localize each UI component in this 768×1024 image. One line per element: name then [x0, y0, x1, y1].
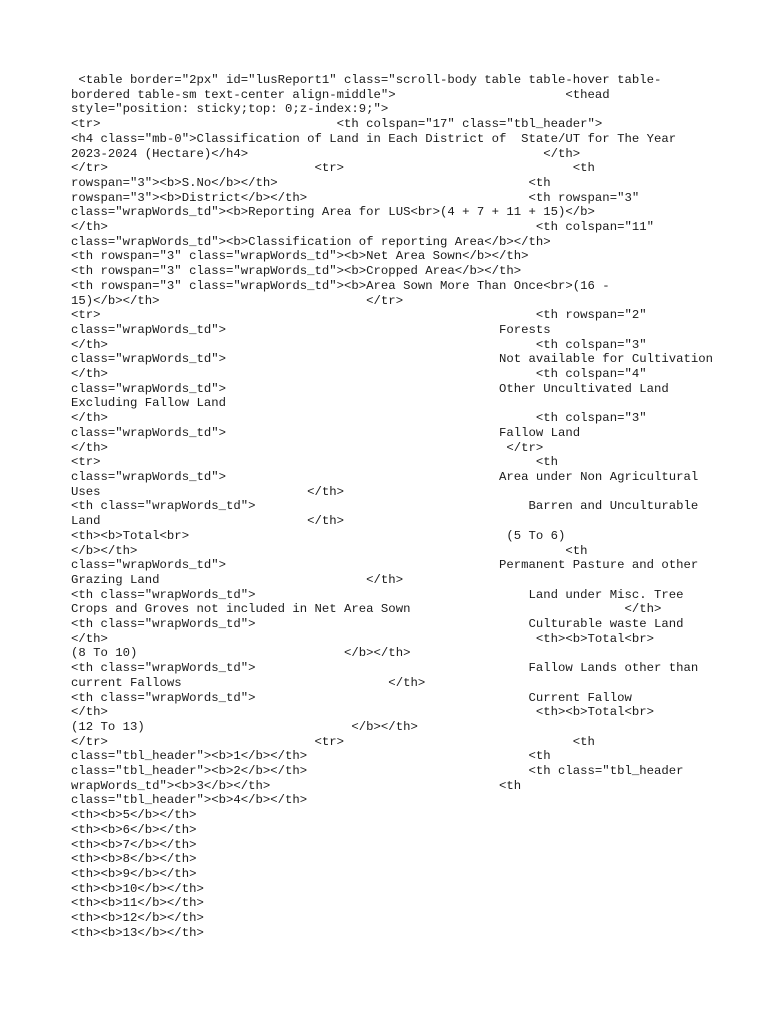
source-line: class="wrapWords_td"> Fallow Land — [71, 425, 581, 440]
source-line: style="position: sticky;top: 0;z-index:9;"> — [71, 102, 389, 117]
source-line: <th><b>7</b></th> — [71, 837, 197, 852]
source-line: 2023-2024 (Hectare)</h4> </th> — [71, 146, 581, 161]
source-line: <th><b>5</b></th> — [71, 808, 197, 823]
source-line: wrapWords_td"><b>3</b></th> <th — [71, 778, 522, 793]
source-line: class="wrapWords_td"> Not available for Cultivation — [71, 352, 714, 367]
source-line: <th rowspan="3" class="wrapWords_td"><b>Area Sown More Than Once<br>(16 - — [71, 278, 610, 293]
source-line: </th> <th colspan="4" — [71, 367, 647, 382]
source-line: <th><b>Total<br> (5 To 6) — [71, 528, 566, 543]
source-line: class="tbl_header"><b>1</b></th> <th — [71, 749, 551, 764]
source-line: <th><b>12</b></th> — [71, 911, 204, 926]
source-line: </th> </tr> — [71, 440, 544, 455]
source-line: </th> <th><b>Total<br> — [71, 705, 654, 720]
source-line: class="wrapWords_td"><b>Classification of reporting Area</b></th> — [71, 234, 551, 249]
source-line: <tr> <th — [71, 455, 559, 470]
html-source-text — [71, 73, 713, 940]
source-line: </th> <th colspan="3" — [71, 337, 647, 352]
source-line: <h4 class="mb-0">Classification of Land in Each District of State/UT for The Year — [71, 131, 677, 146]
source-line: rowspan="3"><b>District</b></th> <th rowspan="3" — [71, 190, 640, 205]
source-line: class="wrapWords_td"> Other Uncultivated Land — [71, 381, 669, 396]
source-line: 15)</b></th> </tr> — [71, 293, 404, 308]
source-line: current Fallows </th> — [71, 675, 426, 690]
source-line: class="wrapWords_td"><b>Reporting Area for LUS<br>(4 + 7 + 11 + 15)</b> — [71, 205, 595, 220]
source-line: <th class="wrapWords_td"> Culturable waste Land — [71, 617, 684, 632]
source-line: <th class="wrapWords_td"> Current Fallow — [71, 690, 632, 705]
source-line: <th><b>9</b></th> — [71, 866, 197, 881]
source-line: </th> <th colspan="11" — [71, 220, 654, 235]
source-line: <th rowspan="3" class="wrapWords_td"><b>Cropped Area</b></th> — [71, 264, 522, 279]
source-line: <th><b>10</b></th> — [71, 881, 204, 896]
source-line: <th><b>8</b></th> — [71, 852, 197, 867]
source-line: class="tbl_header"><b>4</b></th> — [71, 793, 308, 808]
source-line: <th class="wrapWords_td"> Barren and Unculturable — [71, 499, 699, 514]
source-line: </b></th> <th — [71, 543, 588, 558]
source-line: Uses </th> — [71, 484, 345, 499]
source-line: Grazing Land </th> — [71, 572, 404, 587]
source-line: <th class="wrapWords_td"> Land under Misc. Tree — [71, 587, 684, 602]
source-line: </th> <th><b>Total<br> — [71, 631, 654, 646]
source-line: Land </th> — [71, 514, 345, 529]
source-line: <table border="2px" id="lusReport1" class="scroll-body table table-hover table- — [71, 73, 662, 87]
source-line: </th> <th colspan="3" — [71, 411, 647, 426]
source-line: bordered table-sm text-center align-middle"> <thead — [71, 87, 610, 102]
source-line: <th><b>13</b></th> — [71, 925, 204, 940]
source-line: (12 To 13) </b></th> — [71, 719, 418, 734]
source-line: <th><b>11</b></th> — [71, 896, 204, 911]
source-line: rowspan="3"><b>S.No</b></th> <th — [71, 175, 551, 190]
source-line: <th class="wrapWords_td"> Fallow Lands other than — [71, 661, 699, 676]
source-line: class="wrapWords_td"> Forests — [71, 322, 551, 337]
source-line: Excluding Fallow Land — [71, 396, 226, 411]
source-line: </tr> <tr> <th — [71, 161, 595, 176]
source-line: <th><b>6</b></th> — [71, 822, 197, 837]
source-line: class="wrapWords_td"> Permanent Pasture and other — [71, 558, 699, 573]
source-line: <th rowspan="3" class="wrapWords_td"><b>Net Area Sown</b></th> — [71, 249, 529, 264]
source-line: class="tbl_header"><b>2</b></th> <th class="tbl_header — [71, 764, 684, 779]
source-line: <tr> <th rowspan="2" — [71, 308, 647, 323]
source-line: (8 To 10) </b></th> — [71, 646, 411, 661]
source-line: </tr> <tr> <th — [71, 734, 595, 749]
source-line: Crops and Groves not included in Net Area Sown </th> — [71, 602, 662, 617]
source-line: class="wrapWords_td"> Area under Non Agricultural — [71, 469, 699, 484]
source-line: <tr> <th colspan="17" class="tbl_header"> — [71, 117, 603, 132]
